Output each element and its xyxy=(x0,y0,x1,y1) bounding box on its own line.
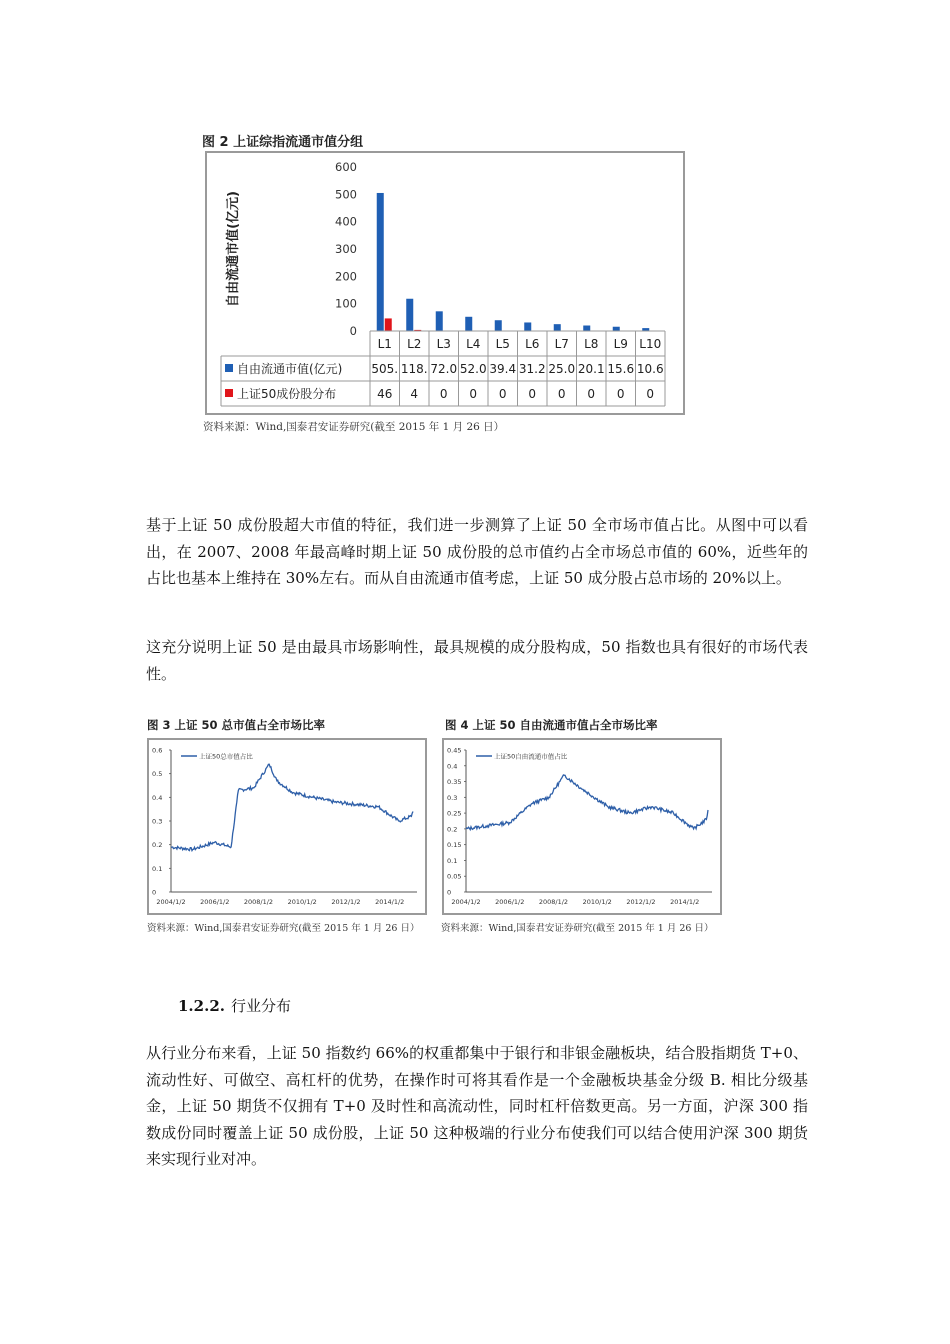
fig4-ytick-label: 0.4 xyxy=(447,762,458,771)
fig2-category-label: L5 xyxy=(495,337,510,351)
fig2-data-label: 118. xyxy=(400,362,428,376)
fig2-bar-free-float xyxy=(465,317,472,331)
fig3-ytick-label: 0.5 xyxy=(152,770,163,779)
fig4-series-line xyxy=(466,775,708,830)
fig4-xtick-label: 2010/1/2 xyxy=(582,898,612,906)
fig3-ytick-label: 0.3 xyxy=(152,817,163,826)
fig3-ytick-label: 0.4 xyxy=(152,793,163,802)
fig2-bar-sse50 xyxy=(385,318,392,331)
fig4-xtick-label: 2014/1/2 xyxy=(670,898,700,906)
fig2-ytick-label: 600 xyxy=(335,160,357,174)
fig2-data-label: 20.1 xyxy=(577,362,605,376)
fig4-ytick-label: 0 xyxy=(447,888,452,897)
fig3-xtick-label: 2014/1/2 xyxy=(375,898,405,906)
fig3-line-chart xyxy=(149,740,425,913)
fig2-data-label: 0 xyxy=(528,387,537,401)
fig4-chart-frame xyxy=(442,738,722,915)
fig2-bar-chart xyxy=(207,153,683,413)
fig4-ytick-label: 0.35 xyxy=(447,778,462,787)
fig3-ytick-label: 0.2 xyxy=(152,841,163,850)
section-number: 1.2.2. xyxy=(178,997,225,1015)
fig3-title: 图 3 上证 50 总市值占全市场比率 xyxy=(147,718,326,732)
fig3-xtick-label: 2008/1/2 xyxy=(243,898,274,906)
fig2-ytick-label: 500 xyxy=(335,187,357,202)
fig2-bar-free-float xyxy=(406,299,413,331)
section-heading xyxy=(178,995,291,1016)
fig2-data-label: 10.6 xyxy=(636,362,664,376)
fig2-category-label: L9 xyxy=(613,337,628,351)
fig2-data-label: 0 xyxy=(439,387,448,401)
fig3-xtick-label: 2006/1/2 xyxy=(200,898,230,906)
section-title: 行业分布 xyxy=(230,997,291,1015)
fig2-data-label: 31.2 xyxy=(518,362,546,376)
fig4-title: 图 4 上证 50 自由流通市值占全市场比率 xyxy=(445,718,658,732)
fig2-category-label: L1 xyxy=(377,337,392,351)
fig2-data-label: 39.4 xyxy=(489,362,517,376)
fig2-category-label: L2 xyxy=(407,337,422,351)
fig4-source: 资料来源：Wind,国泰君安证券研究(截至 2015 年 1 月 26 日） xyxy=(441,923,714,934)
fig2-data-label: 72.0 xyxy=(430,362,458,376)
fig2-bar-free-float xyxy=(613,327,620,331)
fig2-data-label: 0 xyxy=(557,387,566,401)
fig2-data-label: 0 xyxy=(498,387,507,401)
fig2-data-label: 505. xyxy=(371,362,399,376)
fig2-data-label: 0 xyxy=(616,387,625,401)
fig2-category-label: L7 xyxy=(554,337,569,351)
fig4-ytick-label: 0.25 xyxy=(447,809,462,818)
fig2-ylabel: 自由流通市值(亿元) xyxy=(226,191,241,307)
fig2-ytick-label: 100 xyxy=(335,296,357,311)
fig2-data-label: 0 xyxy=(587,387,596,401)
fig2-ytick-label: 0 xyxy=(349,324,357,338)
fig2-legend-swatch xyxy=(225,364,233,372)
paragraph-3: 从行业分布来看，上证 50 指数约 66%的权重都集中于银行和非银金融板块，结合股指期货 T+0、流动性好、可做空、高杠杆的优势，在操作时可将其看作是一个金融板块基金分级 B. 相比分级基金，上证 50 期货不仅拥有 T+0 及时性和高流动性，同时杠杆倍数更高。另一方面，沪深 300 指数成份同时覆盖上证 50 成份股，上证 50 这种极端的行业分布使我们可以结合使用沪深 300 期货来实现行业对冲。 xyxy=(146,1044,808,1168)
fig2-data-label: 46 xyxy=(377,387,393,401)
fig4-line-chart xyxy=(444,740,720,913)
fig2-ytick-label: 200 xyxy=(335,269,357,284)
fig3-chart-frame xyxy=(147,738,427,915)
fig2-bar-free-float xyxy=(436,311,443,331)
fig3-ytick-label: 0.6 xyxy=(152,746,163,755)
fig4-xtick-label: 2006/1/2 xyxy=(495,898,525,906)
fig2-title: 图 2 上证综指流通市值分组 xyxy=(202,135,364,150)
fig2-data-label: 0 xyxy=(469,387,478,401)
fig2-data-label: 4 xyxy=(410,387,419,401)
fig2-bar-free-float xyxy=(583,326,590,331)
paragraph-2: 这充分说明上证 50 是由最具市场影响性，最具规模的成分股构成，50 指数也具有很好的市场代表性。 xyxy=(146,638,808,683)
fig3-ytick-label: 0.1 xyxy=(152,864,163,873)
fig2-category-label: L4 xyxy=(466,337,481,351)
fig4-ytick-label: 0.2 xyxy=(447,825,458,834)
fig3-legend-label: 上证50总市值占比 xyxy=(199,752,253,761)
fig2-chart-frame xyxy=(205,151,685,415)
fig4-ytick-label: 0.05 xyxy=(447,872,462,881)
fig2-category-label: L8 xyxy=(584,337,599,351)
fig2-bar-free-float xyxy=(524,322,531,331)
fig3-xtick-label: 2010/1/2 xyxy=(287,898,317,906)
fig3-xtick-label: 2004/1/2 xyxy=(156,898,186,906)
fig2-category-label: L3 xyxy=(436,337,451,351)
fig2-legend-label: 上证50成份股分布 xyxy=(237,387,337,401)
fig2-data-label: 15.6 xyxy=(607,362,635,376)
paragraph-1: 基于上证 50 成份股超大市值的特征，我们进一步测算了上证 50 全市场市值占比。从图中可以看出，在 2007、2008 年最高峰时期上证 50 成份股的总市值约占全市场总市值的 60%，近些年的占比也基本上维持在 30%左右。而从自由流通市值考虑，上证 50 成分股占总市场的 20%以上。 xyxy=(146,516,808,587)
fig2-data-label: 25.0 xyxy=(548,362,576,376)
fig2-legend-swatch xyxy=(225,389,233,397)
fig4-xtick-label: 2012/1/2 xyxy=(626,898,656,906)
fig3-series-line xyxy=(171,764,413,850)
fig4-xtick-label: 2008/1/2 xyxy=(538,898,569,906)
fig4-ytick-label: 0.15 xyxy=(447,841,462,850)
fig4-ytick-label: 0.1 xyxy=(447,856,458,865)
fig2-category-label: L10 xyxy=(639,337,662,351)
fig2-source: 资料来源：Wind,国泰君安证券研究(截至 2015 年 1 月 26 日） xyxy=(203,421,505,433)
fig4-legend-label: 上证50自由流通市值占比 xyxy=(494,752,568,761)
fig4-ytick-label: 0.45 xyxy=(447,746,462,755)
fig2-data-label: 0 xyxy=(646,387,655,401)
fig2-ytick-label: 400 xyxy=(335,214,357,229)
fig2-bar-free-float xyxy=(495,320,502,331)
fig2-data-label: 52.0 xyxy=(459,362,487,376)
fig2-bar-free-float xyxy=(377,193,384,331)
fig3-source: 资料来源：Wind,国泰君安证券研究(截至 2015 年 1 月 26 日） xyxy=(147,923,420,934)
fig4-ytick-label: 0.3 xyxy=(447,793,458,802)
fig4-xtick-label: 2004/1/2 xyxy=(451,898,481,906)
fig2-bar-free-float xyxy=(554,324,561,331)
fig3-xtick-label: 2012/1/2 xyxy=(331,898,361,906)
fig2-legend-label: 自由流通市值(亿元) xyxy=(237,362,343,376)
fig2-category-label: L6 xyxy=(525,337,540,351)
fig3-ytick-label: 0 xyxy=(152,888,157,897)
fig2-ytick-label: 300 xyxy=(335,242,357,256)
